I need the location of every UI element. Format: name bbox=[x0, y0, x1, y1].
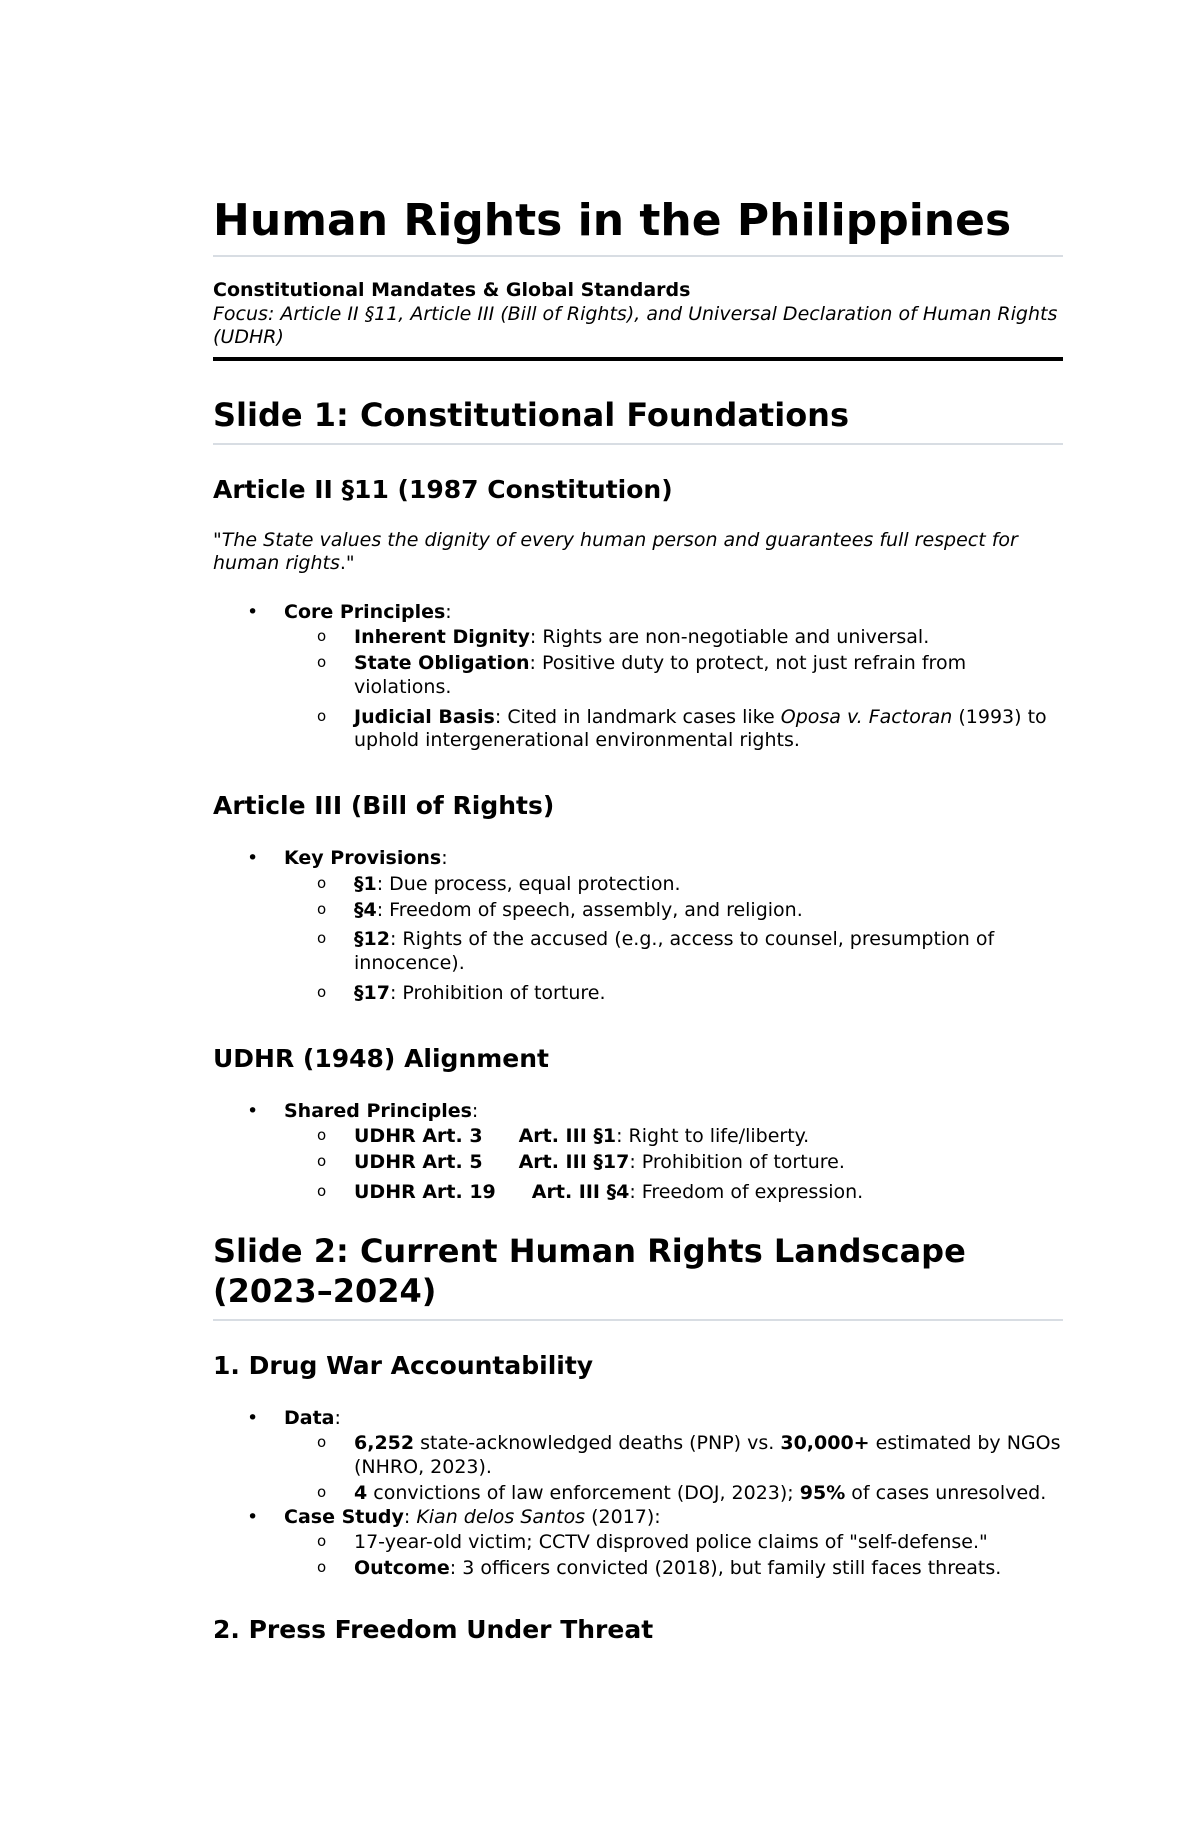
art2-sublist bbox=[284, 626, 1063, 753]
list-item bbox=[213, 626, 1063, 650]
list-item bbox=[213, 982, 1063, 1006]
quote-open: " bbox=[213, 528, 222, 551]
art2-heading: Article II §11 (1987 Constitution) bbox=[213, 474, 673, 504]
const-article: Art. III §1 bbox=[518, 1125, 617, 1148]
document-content bbox=[213, 196, 1063, 1645]
sub-bullet-icon: o bbox=[317, 1126, 327, 1145]
item-text: : Freedom of speech, assembly, and religion. bbox=[376, 898, 803, 921]
bullet-label: Key Provisions bbox=[284, 847, 442, 870]
art2-list bbox=[213, 601, 1063, 754]
slide2-heading: Slide 2: Current Human Rights Landscape (2023–2024) bbox=[213, 1231, 966, 1310]
bullet-label: Core Principles bbox=[284, 600, 446, 623]
art3-list bbox=[213, 847, 1063, 1006]
case-name: Oposa v. Factoran bbox=[780, 705, 953, 728]
sub-bullet-icon: o bbox=[317, 1181, 327, 1200]
udhr-heading: UDHR (1948) Alignment bbox=[213, 1043, 549, 1073]
item-text: : Prohibition of torture. bbox=[629, 1151, 845, 1174]
item-text: (1993) to uphold intergenerational environmental rights. bbox=[354, 705, 1047, 752]
item-text: : Rights are non-negotiable and universal. bbox=[529, 626, 930, 649]
item-text: convictions of law enforcement (DOJ, 2023); bbox=[367, 1481, 800, 1504]
list-item bbox=[213, 1181, 1063, 1205]
list-item bbox=[213, 652, 1063, 700]
art3-heading: Article III (Bill of Rights) bbox=[213, 791, 555, 821]
list-item bbox=[213, 706, 1063, 754]
list-item: • Core Principles: o Inherent Dignity: Rights are non-negotiable and universal. o State Obligation: Positive duty to protect, not just refrain from violations. o Judicial Basis: Cited in landmark cases like Oposa v. Factoran (1993) to uphold intergenerational environmental rights. bbox=[213, 601, 1063, 754]
item-text: : 3 officers convicted (2018), but family still faces threats. bbox=[449, 1557, 1002, 1580]
header-divider bbox=[213, 357, 1063, 361]
item-text: : Positive duty to protect, not just refrain from violations. bbox=[354, 652, 967, 698]
udhr-sublist bbox=[284, 1125, 1063, 1204]
item-text: : Freedom of expression. bbox=[629, 1180, 864, 1203]
item-text: : Due process, equal protection. bbox=[376, 872, 681, 895]
list-item: • Shared Principles: o UDHR Art. 3 Art. III §1: Right to life/liberty. o UDHR Art. 5 Art. III §17: Prohibition of torture. o UDHR Art. 19 Art. III §4: Freedom of expression. bbox=[213, 1100, 1063, 1205]
sub-bullet-icon: o bbox=[317, 706, 327, 725]
udhr-list bbox=[213, 1100, 1063, 1205]
item-label: Judicial Basis bbox=[354, 705, 495, 728]
list-item bbox=[213, 1531, 1063, 1555]
item-text: : Cited in landmark cases like bbox=[494, 705, 781, 728]
item-text: : Rights of the accused (e.g., access to counsel, presumption of innocence). bbox=[354, 928, 995, 975]
quote-text: The State values the dignity of every human person and guarantees full respect for human rights bbox=[213, 528, 1018, 574]
item-text: : Prohibition of torture. bbox=[389, 981, 606, 1004]
slide2-divider bbox=[213, 1319, 1063, 1321]
bullet-icon: • bbox=[247, 1505, 259, 1528]
slide1-divider bbox=[213, 443, 1063, 445]
stat-number: 6,252 bbox=[354, 1432, 415, 1455]
bullet-icon: • bbox=[247, 1406, 259, 1429]
list-item bbox=[213, 1125, 1063, 1149]
sub-bullet-icon: o bbox=[317, 653, 327, 672]
udhr-article: UDHR Art. 3 bbox=[354, 1125, 483, 1148]
sub-bullet-icon: o bbox=[317, 899, 327, 918]
sub-bullet-icon: o bbox=[317, 1532, 327, 1551]
item-text: estimated by NGOs (NHRO, 2023). bbox=[354, 1432, 1061, 1479]
press-heading: 2. Press Freedom Under Threat bbox=[213, 1614, 654, 1644]
udhr-article: UDHR Art. 5 bbox=[354, 1151, 483, 1174]
drug-case-sublist bbox=[284, 1531, 1063, 1581]
bullet-label: Shared Principles bbox=[284, 1099, 472, 1122]
item-label: Inherent Dignity bbox=[354, 626, 530, 649]
drug-data-sublist bbox=[284, 1432, 1063, 1505]
sub-bullet-icon: o bbox=[317, 1558, 327, 1577]
stat-number: 30,000+ bbox=[780, 1432, 870, 1455]
art3-sublist bbox=[284, 873, 1063, 1006]
case-name: Kian delos Santos bbox=[416, 1505, 586, 1528]
item-label: §17 bbox=[354, 981, 390, 1004]
bullet-icon: • bbox=[247, 600, 259, 623]
sub-bullet-icon: o bbox=[317, 1433, 327, 1452]
const-article: Art. III §17 bbox=[518, 1151, 630, 1174]
sub-bullet-icon: o bbox=[317, 929, 327, 948]
document-subtitle: Constitutional Mandates & Global Standards bbox=[213, 278, 691, 301]
item-text: of cases unresolved. bbox=[845, 1481, 1047, 1504]
item-label: §4 bbox=[354, 898, 377, 921]
item-label: §12 bbox=[354, 928, 390, 951]
sub-bullet-icon: o bbox=[317, 627, 327, 646]
document-focus: Focus: Article II §11, Article III (Bill of Rights), and Universal Declaration of Human Rights (UDHR) bbox=[213, 303, 1058, 349]
case-year: (2017): bbox=[585, 1505, 661, 1528]
drug-heading: 1. Drug War Accountability bbox=[213, 1350, 594, 1380]
sub-bullet-icon: o bbox=[317, 982, 327, 1001]
sub-bullet-icon: o bbox=[317, 873, 327, 892]
item-label: Outcome bbox=[354, 1557, 450, 1580]
slide1-heading: Slide 1: Constitutional Foundations bbox=[213, 395, 849, 434]
document-title: Human Rights in the Philippines bbox=[213, 195, 1012, 246]
list-item bbox=[213, 1432, 1063, 1480]
item-text: : Right to life/liberty. bbox=[616, 1125, 810, 1148]
item-label: §1 bbox=[354, 872, 377, 895]
list-item bbox=[213, 928, 1063, 976]
drug-list bbox=[213, 1407, 1063, 1581]
item-text: state-acknowledged deaths (PNP) vs. bbox=[414, 1432, 781, 1455]
list-item bbox=[213, 1557, 1063, 1581]
list-item: • Data: o 6,252 state-acknowledged deaths (PNP) vs. 30,000+ estimated by NGOs (NHRO, 2023). o 4 convictions of law enforcement (DOJ, 2023); 95% of cases unresolved. bbox=[213, 1407, 1063, 1506]
bullet-icon: • bbox=[247, 1099, 259, 1122]
stat-number: 4 bbox=[354, 1481, 368, 1504]
list-item bbox=[213, 899, 1063, 923]
bullet-icon: • bbox=[247, 847, 259, 870]
bullet-label: Data bbox=[284, 1406, 335, 1429]
title-divider bbox=[213, 255, 1063, 257]
sub-bullet-icon: o bbox=[317, 1482, 327, 1501]
list-item bbox=[213, 1482, 1063, 1506]
const-article: Art. III §4 bbox=[531, 1180, 630, 1203]
bullet-label: Case Study bbox=[284, 1505, 404, 1528]
list-item: • Key Provisions: o §1: Due process, equal protection. o §4: Freedom of speech, assembly, and religion. o §12: Rights of the accused (e.g., access to counsel, presumption of innocence). o §17: Prohibition of torture. bbox=[213, 847, 1063, 1006]
item-text: 17-year-old victim; CCTV disproved police claims of "self-defense." bbox=[354, 1531, 988, 1554]
item-label: State Obligation bbox=[354, 652, 530, 675]
list-item bbox=[213, 873, 1063, 897]
list-item bbox=[213, 1151, 1063, 1175]
stat-number: 95% bbox=[799, 1481, 846, 1504]
sub-bullet-icon: o bbox=[317, 1152, 327, 1171]
quote-close: ." bbox=[339, 551, 355, 574]
art2-quote bbox=[213, 529, 1063, 575]
list-item: • Case Study: Kian delos Santos (2017): o 17-year-old victim; CCTV disproved police claims of "self-defense." o Outcome: 3 officers convicted (2018), but family still faces threats. bbox=[213, 1506, 1063, 1581]
udhr-article: UDHR Art. 19 bbox=[354, 1180, 496, 1203]
